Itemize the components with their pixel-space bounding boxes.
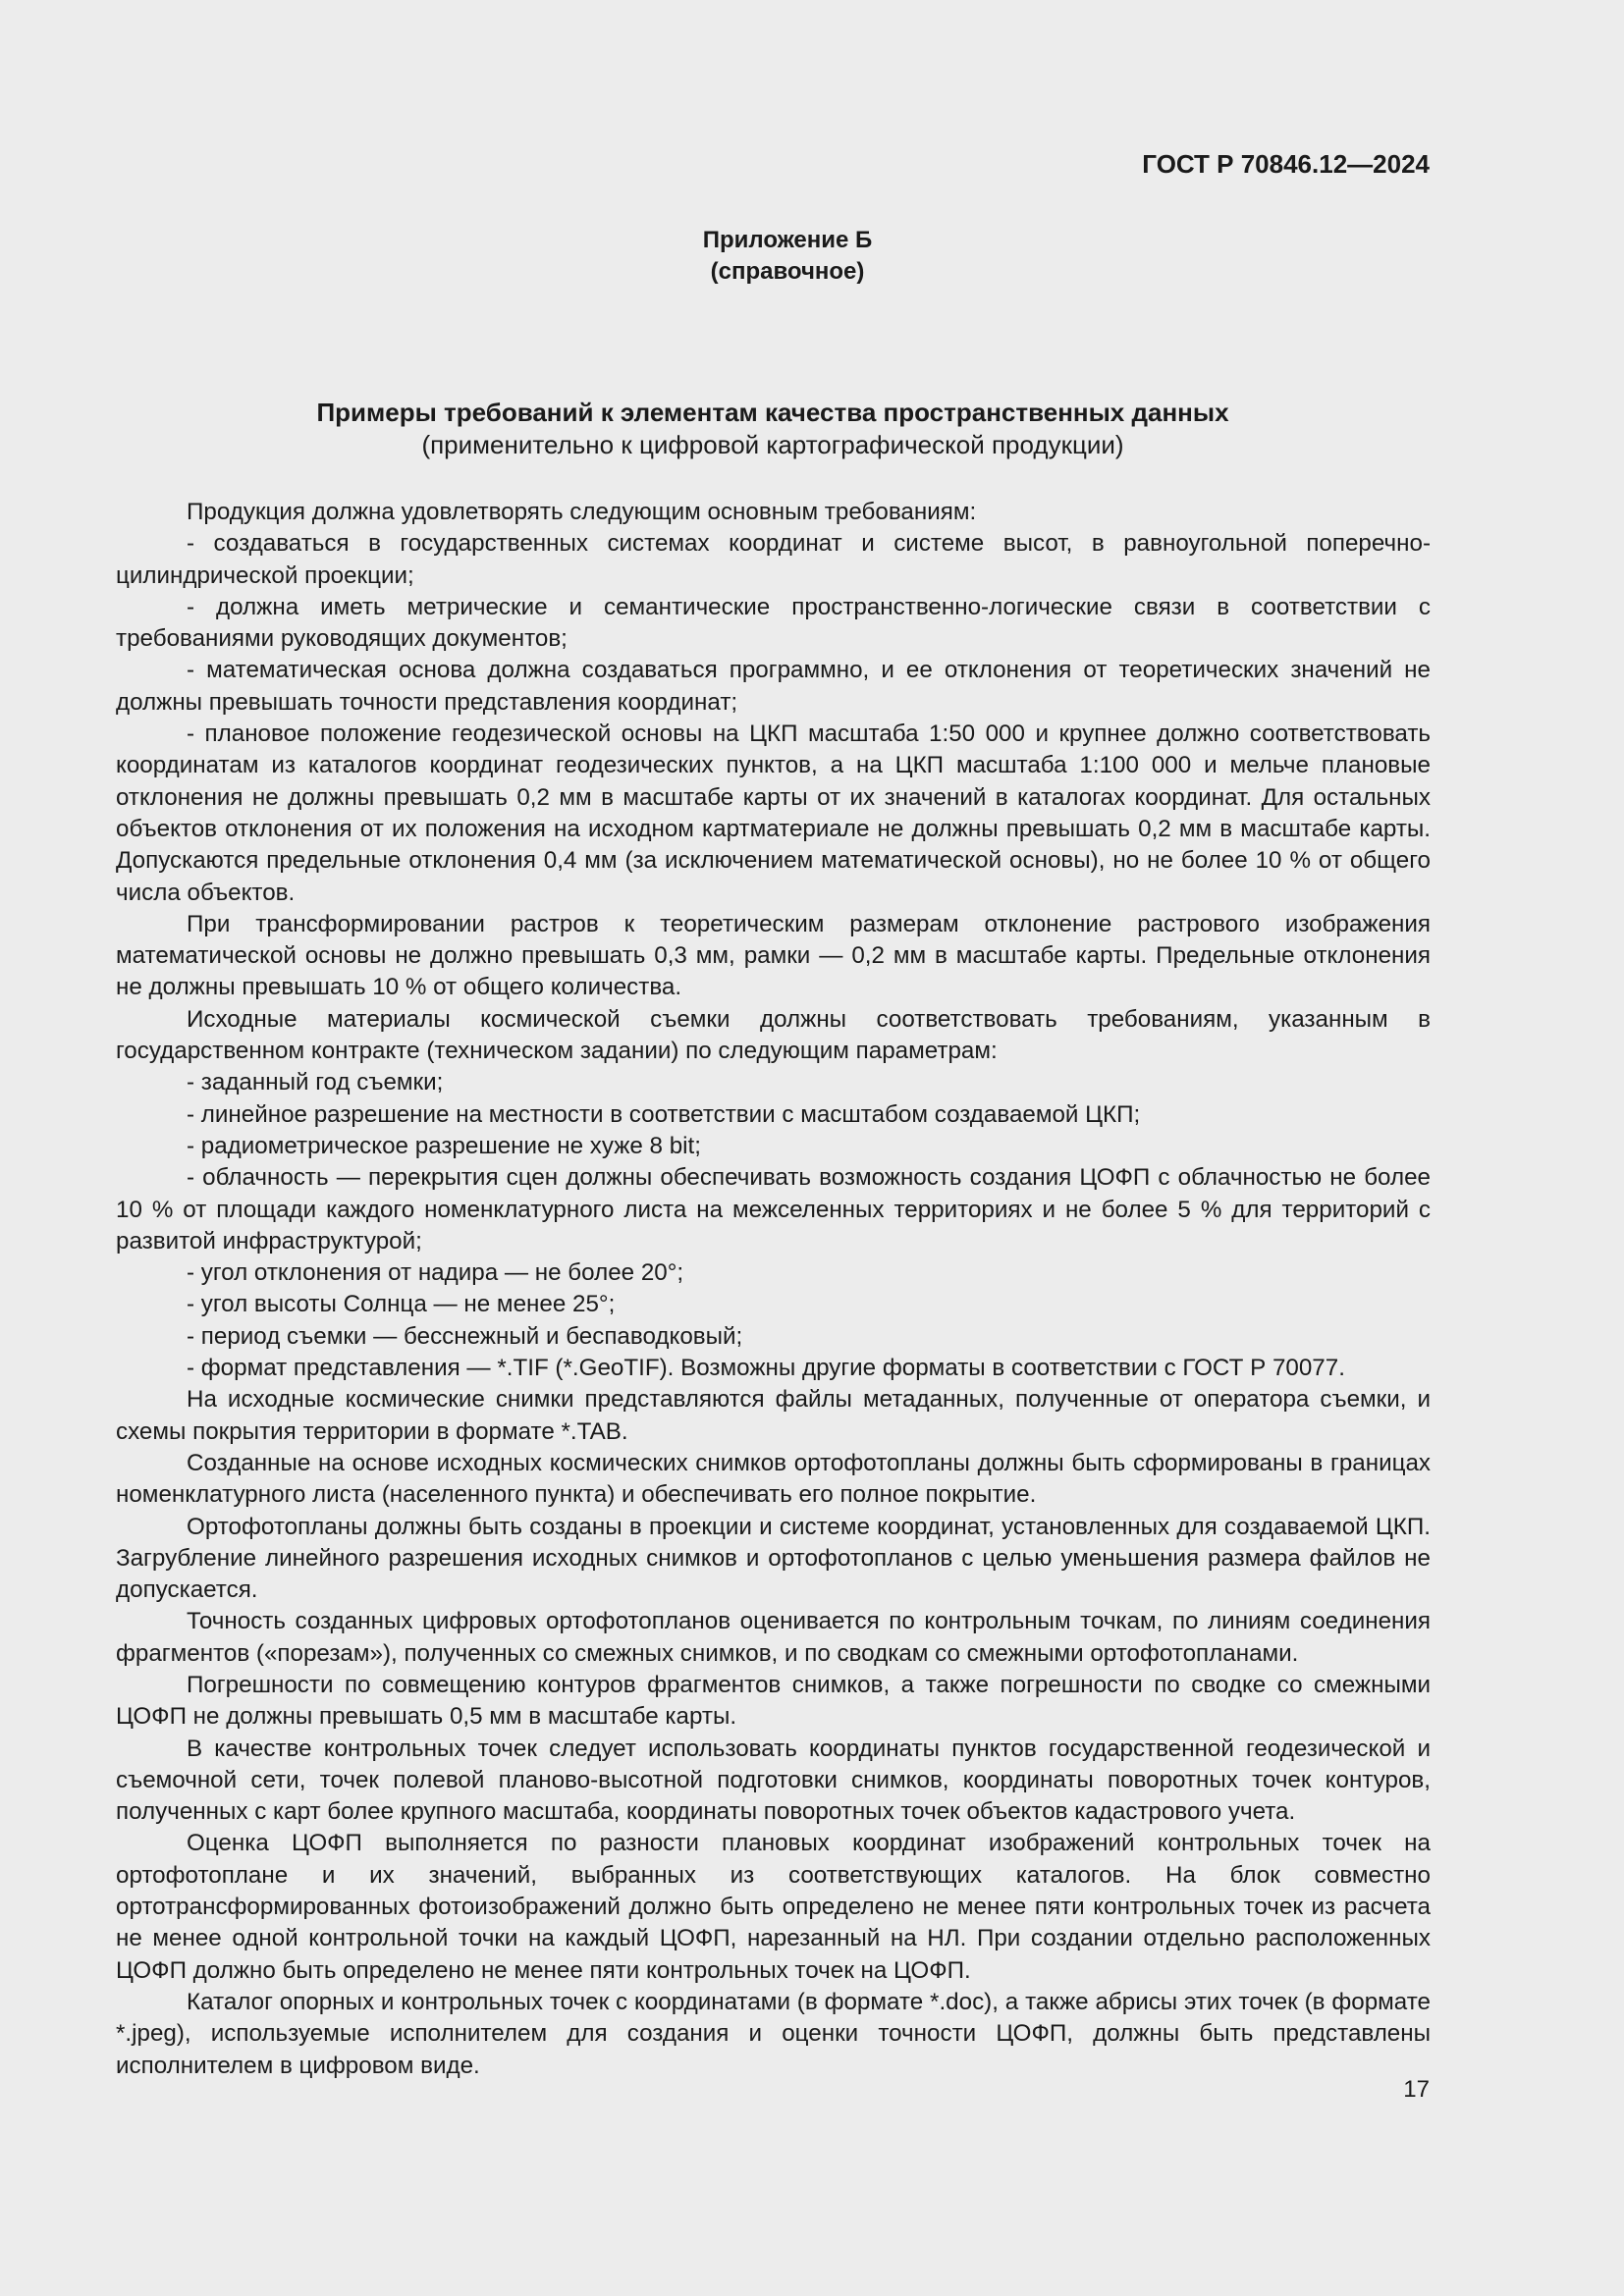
parameter-item: - линейное разрешение на местности в соответствии с масштабом создаваемой ЦКП; bbox=[187, 1100, 1141, 1128]
parameter-item: - формат представления — *.TIF (*.GeoTIF). Возможны другие форматы в соответствии с ГОСТ Р 70077. bbox=[187, 1355, 1345, 1382]
body-text bbox=[116, 497, 1431, 2082]
paragraph: Погрешности по совмещению контуров фрагментов снимков, а также погрешности по сводке со смежными ЦОФП не должны превышать 0,5 мм в масштабе карты. bbox=[116, 1671, 1431, 1731]
requirement-item: - создаваться в государственных системах координат и системе высот, в равноугольной поперечно-цилиндрической проекции; bbox=[116, 530, 1431, 589]
document-code: ГОСТ Р 70846.12—2024 bbox=[1142, 149, 1430, 179]
intro-paragraph: Продукция должна удовлетворять следующим основным требованиям: bbox=[187, 499, 977, 525]
section-title bbox=[0, 397, 1545, 461]
paragraph: В качестве контрольных точек следует использовать координаты пунктов государственной геодезической и съемочной сети, точек полевой планово-высотной подготовки снимков, координаты поворотных точек контуров, полученных с карт более крупного масштаба, координаты поворотных точек объектов кадастрового учета. bbox=[116, 1735, 1431, 1826]
paragraph: Точность созданных цифровых ортофотопланов оценивается по контрольным точкам, по линиям соединения фрагментов («порезам»), полученных со смежных снимков, и по сводкам со смежными ортофотопланами. bbox=[116, 1608, 1431, 1667]
paragraph: Созданные на основе исходных космических снимков ортофотопланы должны быть сформированы в границах номенклатурного листа (населенного пункта) и обеспечивать его полное покрытие. bbox=[116, 1449, 1431, 1509]
parameter-item: - радиометрическое разрешение не хуже 8 bit; bbox=[187, 1132, 701, 1159]
requirement-item: - должна иметь метрические и семантические пространственно-логические связи в соответствии с требованиями руководящих документов; bbox=[116, 593, 1431, 653]
page-number: 17 bbox=[1403, 2076, 1430, 2103]
section-title-main: Примеры требований к элементам качества пространственных данных bbox=[316, 398, 1229, 427]
parameter-item: - угол отклонения от надира — не более 20°; bbox=[187, 1259, 684, 1287]
paragraph: Оценка ЦОФП выполняется по разности плановых координат изображений контрольных точек на ортофотоплане и их значений, выбранных из соответствующих каталогов. На блок совместно ортотрансформированных фотоизображений должно быть определено не менее пяти контрольных точек из расчета не менее одной контрольной точки на каждый ЦОФП, нарезанный на НЛ. При создании отдельно расположенных ЦОФП должно быть определено не менее пяти контрольных точек на ЦОФП. bbox=[116, 1830, 1431, 1984]
section-subtitle: (применительно к цифровой картографической продукции) bbox=[421, 430, 1124, 459]
paragraph: На исходные космические снимки представляются файлы метаданных, полученные от оператора съемки, и схемы покрытия территории в формате *.TAB. bbox=[116, 1386, 1431, 1445]
paragraph: Каталог опорных и контрольных точек с координатами (в формате *.doc), а также абрисы этих точек (в формате *.jpeg), используемые исполнителем для создания и оценки точности ЦОФП, должны быть представлены исполнителем в цифровом виде. bbox=[116, 1988, 1431, 2079]
parameter-item: - облачность — перекрытия сцен должны обеспечивать возможность создания ЦОФП с облачностью не более 10 % от площади каждого номенклатурного листа на межселенных территориях и не более 5 % для территорий с развитой инфраструктурой; bbox=[116, 1164, 1431, 1255]
paragraph: При трансформировании растров к теоретическим размерам отклонение растрового изображения математической основы не должно превышать 0,3 мм, рамки — 0,2 мм в масштабе карты. Предельные отклонения не должны превышать 10 % от общего количества. bbox=[116, 910, 1431, 1001]
parameter-item: - период съемки — бесснежный и беспаводковый; bbox=[187, 1322, 743, 1350]
appendix-heading bbox=[0, 225, 1575, 288]
requirement-item: - математическая основа должна создаваться программно, и ее отклонения от теоретических значений не должны превышать точности представления координат; bbox=[116, 657, 1431, 716]
paragraph: Ортофотопланы должны быть созданы в проекции и системе координат, установленных для создаваемой ЦКП. Загрубление линейного разрешения исходных снимков и ортофотопланов с целью уменьшения размера файлов не допускается. bbox=[116, 1513, 1431, 1604]
parameter-item: - заданный год съемки; bbox=[187, 1069, 444, 1096]
requirement-item: - плановое положение геодезической основы на ЦКП масштаба 1:50 000 и крупнее должно соответствовать координатам из каталогов координат геодезических пунктов, а на ЦКП масштаба 1:100 000 и мельче плановые отклонения не должны превышать 0,2 мм в масштабе карты от их значений в каталогах координат. Для остальных объектов отклонения от их положения на исходном картматериале не должны превышать 0,2 мм в масштабе карты. Допускаются предельные отклонения 0,4 мм (за исключением математической основы), но не более 10 % от общего числа объектов. bbox=[116, 721, 1431, 906]
appendix-type: (справочное) bbox=[710, 258, 865, 285]
parameter-item: - угол высоты Солнца — не менее 25°; bbox=[187, 1291, 616, 1318]
paragraph: Исходные материалы космической съемки должны соответствовать требованиям, указанным в государственном контракте (техническом задании) по следующим параметрам: bbox=[116, 1005, 1431, 1065]
appendix-title: Приложение Б bbox=[702, 227, 873, 253]
